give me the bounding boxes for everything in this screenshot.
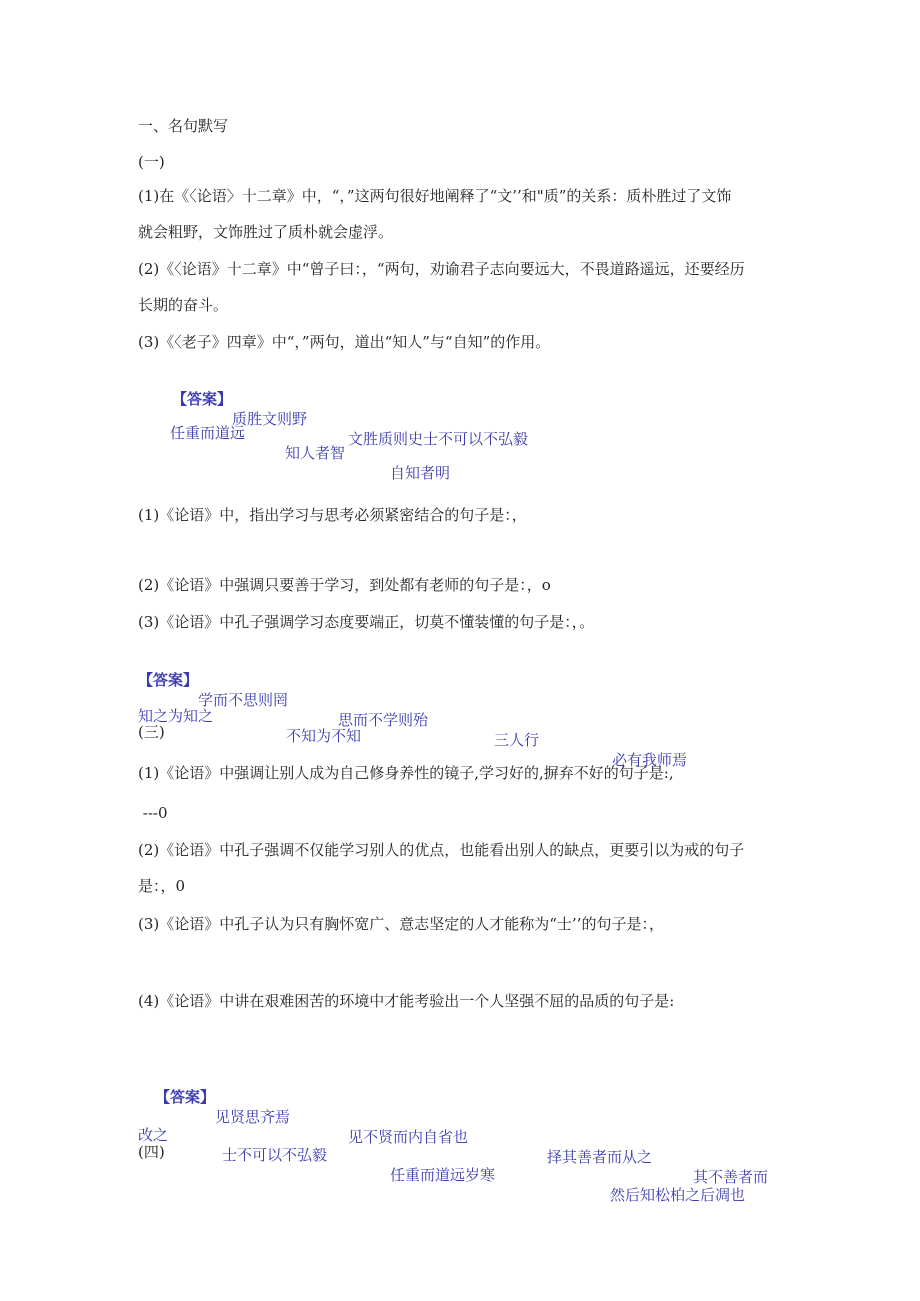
- question-2-3: (3)《论语》中孔子强调学习态度要端正，切莫不懂装懂的句子是：，。: [138, 613, 595, 631]
- question-1-2: (2)《〈论语》十二章》中“曾子曰：，“两句，劝谕君子志向要远大，不畏道路遥远，还要经历: [138, 260, 745, 278]
- question-1-1-cont: 就会粗野，文饰胜过了质朴就会虚浮。: [138, 223, 394, 241]
- answer-item: 不知为不知: [286, 727, 362, 745]
- answer-tag: 【答案】: [138, 671, 199, 689]
- answer-item: 见不贤而内自省也: [348, 1128, 469, 1146]
- answer-item: 必有我师焉: [612, 751, 688, 769]
- question-3-1: (1)《论语》中强调让别人成为自己修身养性的镜子,学习好的,摒弃不好的句子是:,: [138, 764, 674, 782]
- question-1-1: (1)在《〈论语〉十二章》中，“，”这两句很好地阐释了“文’’和"质”的关系：质朴胜过了文饰: [138, 187, 732, 205]
- section-heading: 一、名句默写: [138, 117, 229, 135]
- answer-item: 学而不思则罔: [198, 691, 289, 709]
- question-3-2-cont: 是：，0: [138, 877, 186, 895]
- question-3-3: (3)《论语》中孔子认为只有胸怀宽广、意志坚定的人才能称为“士’’的句子是：，: [138, 915, 664, 933]
- answer-item: 知之为知之: [138, 707, 214, 725]
- answer-item: 见贤思齐焉: [215, 1108, 291, 1126]
- section-4-label: (四): [138, 1143, 165, 1161]
- answer-item: 文胜质则史士不可以不弘毅: [348, 430, 529, 448]
- question-1-3: (3)《〈老子》四章》中“，”两句，道出“知人”与“自知”的作用。: [138, 333, 551, 351]
- section-3-label: (三): [138, 723, 165, 741]
- question-2-2: (2)《论语》中强调只要善于学习，到处都有老师的句子是：，o: [138, 576, 551, 594]
- question-3-4: (4)《论语》中讲在艰难困苦的环境中才能考验出一个人坚强不屈的品质的句子是:: [138, 992, 675, 1010]
- answer-item: 然后知松柏之后凋也: [610, 1186, 746, 1204]
- answer-item: 其不善者而: [693, 1168, 769, 1186]
- answer-item: 改之: [138, 1126, 169, 1144]
- answer-item: 任重而道远: [170, 424, 246, 442]
- answer-item: 自知者明: [390, 464, 451, 482]
- answer-tag: 【答案】: [172, 390, 233, 408]
- answer-item: 士不可以不弘毅: [222, 1146, 328, 1164]
- question-3-2: (2)《论语》中孔子强调不仅能学习别人的优点，也能看出别人的缺点，更要引以为戒的句子: [138, 841, 745, 859]
- answer-tag: 【答案】: [155, 1088, 216, 1106]
- answer-item: 择其善者而从之: [547, 1148, 653, 1166]
- question-3-1-cont: ---0: [138, 804, 168, 822]
- answer-item: 三人行: [494, 731, 540, 749]
- question-1-2-cont: 长期的奋斗。: [138, 296, 229, 314]
- answer-item: 质胜文则野: [232, 410, 308, 428]
- answer-item: 知人者智: [285, 444, 346, 462]
- section-1-label: (一): [138, 153, 165, 171]
- answer-item: 思而不学则殆: [338, 711, 429, 729]
- answer-item: 任重而道远岁寒: [390, 1166, 496, 1184]
- question-2-1: (1)《论语》中，指出学习与思考必须紧密结合的句子是：，: [138, 506, 527, 524]
